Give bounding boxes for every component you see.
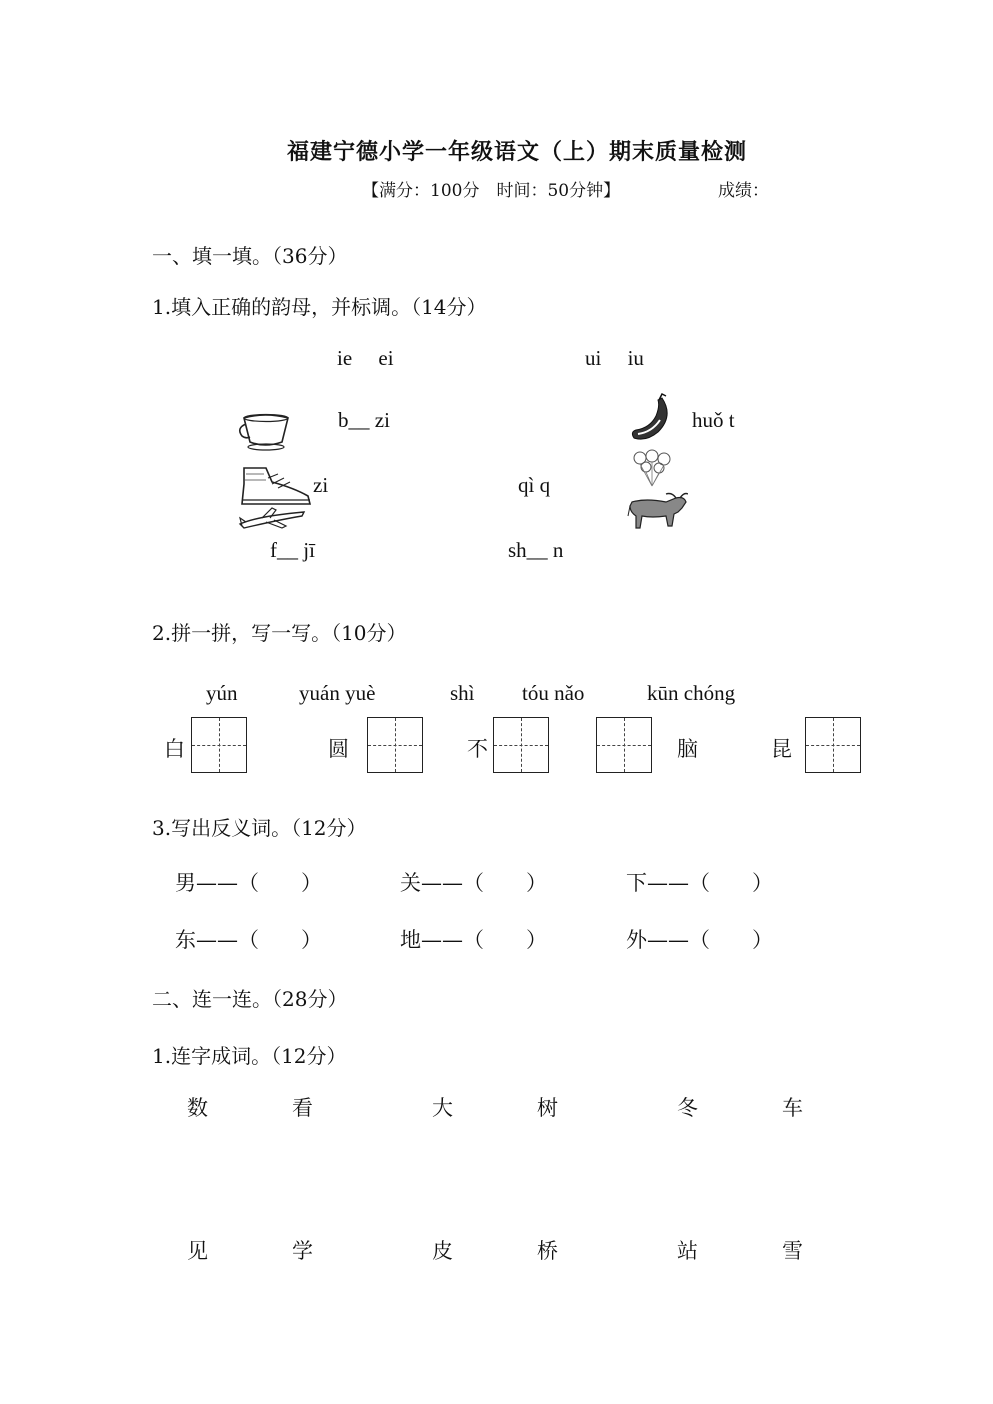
connect-char-top[interactable]: 看 — [292, 1096, 313, 1120]
page-title: 福建宁德小学一年级语文（上）期末质量检测 — [287, 139, 748, 165]
section-2-title: 二、连一连。（28分） — [152, 987, 348, 1011]
sausage-icon — [628, 392, 674, 444]
pinyin-yuanyue: yuán yuè — [299, 681, 376, 705]
char-kun: 昆 — [771, 737, 792, 761]
connect-char-top[interactable]: 树 — [537, 1096, 558, 1120]
pinyin-plane: f__ jī — [270, 538, 315, 562]
connect-char-bottom[interactable]: 学 — [292, 1239, 313, 1263]
antonym-item[interactable]: 男——（ ） — [175, 871, 322, 895]
pinyin-kunchong: kūn chóng — [647, 681, 736, 705]
connect-char-top[interactable]: 数 — [187, 1096, 208, 1120]
char-bu: 不 — [467, 737, 488, 761]
antonym-item[interactable]: 外——（ ） — [626, 928, 773, 952]
connect-char-top[interactable]: 冬 — [677, 1096, 698, 1120]
antonym-item[interactable]: 下——（ ） — [626, 871, 773, 895]
s2-q1-title: 1.连字成词。（12分） — [152, 1044, 347, 1068]
connect-char-top[interactable]: 大 — [432, 1096, 453, 1120]
shoe-icon — [238, 464, 314, 512]
pinyin-shoe: zi — [313, 473, 329, 497]
connect-char-bottom[interactable]: 站 — [677, 1239, 698, 1263]
connect-char-top[interactable]: 车 — [782, 1096, 803, 1120]
char-bai: 白 — [164, 737, 185, 761]
q2-title: 2.拼一拼，写一写。（10分） — [152, 621, 407, 645]
q1-title: 1.填入正确的韵母，并标调。（14分） — [152, 295, 487, 319]
section-1-title: 一、填一填。（36分） — [152, 244, 348, 268]
connect-char-bottom[interactable]: 皮 — [432, 1239, 453, 1263]
writing-box[interactable] — [805, 717, 861, 773]
connect-char-bottom[interactable]: 见 — [187, 1239, 208, 1263]
writing-box[interactable] — [191, 717, 247, 773]
writing-box[interactable] — [367, 717, 423, 773]
q3-title: 3.写出反义词。（12分） — [152, 816, 367, 840]
score-label: 成绩： — [718, 181, 769, 201]
writing-box[interactable] — [493, 717, 549, 773]
antonym-item[interactable]: 东——（ ） — [175, 928, 322, 952]
connect-char-bottom[interactable]: 桥 — [537, 1239, 558, 1263]
pinyin-sausage: huǒ t — [692, 408, 735, 432]
buffalo-icon — [626, 490, 688, 534]
writing-box[interactable] — [596, 717, 652, 773]
antonym-item[interactable]: 地——（ ） — [400, 928, 547, 952]
antonym-item[interactable]: 关——（ ） — [400, 871, 547, 895]
balloons-icon — [630, 448, 676, 490]
pinyin-yun: yún — [206, 681, 238, 705]
pinyin-balloon: qì q — [518, 473, 551, 497]
char-yuan: 圆 — [328, 737, 349, 761]
pinyin-shi: shì — [450, 681, 475, 705]
char-nao: 脑 — [677, 737, 698, 761]
pinyin-tounao: tóu nǎo — [522, 681, 585, 705]
pinyin-buffalo: sh__ n — [508, 538, 564, 562]
connect-char-bottom[interactable]: 雪 — [782, 1239, 803, 1263]
airplane-icon — [238, 506, 306, 530]
cup-icon — [236, 412, 294, 452]
exam-meta: 【满分：100分 时间：50分钟】 — [362, 181, 621, 201]
vowel-group-right: ui iu — [585, 346, 644, 370]
pinyin-cup: b__ zi — [338, 408, 390, 432]
vowel-group-left: ie ei — [337, 346, 394, 370]
